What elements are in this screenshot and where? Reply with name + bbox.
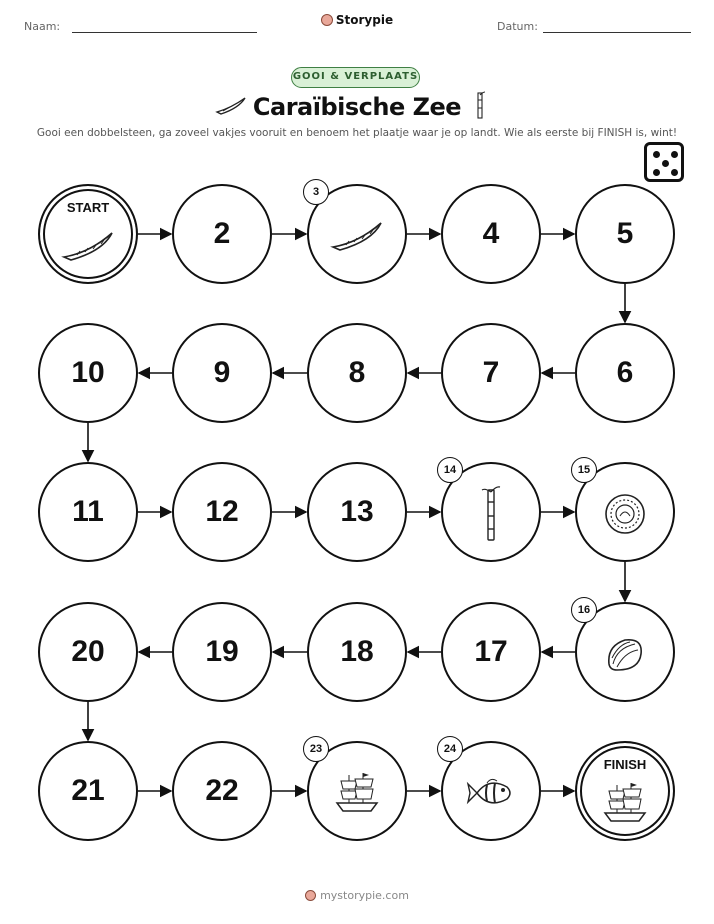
ship-icon bbox=[601, 781, 649, 830]
instructions: Gooi een dobbelsteen, ga zoveel vakjes vooruit en benoem het plaatje waar je op landt. Wie als eerste bij FINISH is, wint! bbox=[36, 127, 678, 139]
board-space-10[interactable] bbox=[38, 323, 138, 423]
board-space-18[interactable] bbox=[307, 602, 407, 702]
space-number: 12 bbox=[205, 495, 239, 528]
space-number: 20 bbox=[71, 635, 105, 668]
space-number-badge: 3 bbox=[303, 179, 329, 205]
mascot-icon bbox=[305, 890, 316, 901]
date-label: Datum: bbox=[497, 20, 538, 33]
space-number: 10 bbox=[71, 356, 105, 389]
page-title: Caraïbische Zee bbox=[252, 93, 462, 121]
board-space-21[interactable] bbox=[38, 741, 138, 841]
board-space-24[interactable] bbox=[441, 741, 541, 841]
space-number: 19 bbox=[205, 635, 239, 668]
canoe-icon bbox=[330, 219, 384, 258]
footer bbox=[0, 889, 714, 902]
start-space[interactable] bbox=[38, 184, 138, 284]
space-number: 22 bbox=[205, 774, 239, 807]
space-number-badge: 16 bbox=[571, 597, 597, 623]
space-number: 9 bbox=[213, 356, 231, 389]
start-label: START bbox=[66, 200, 110, 215]
space-number-badge: 23 bbox=[303, 736, 329, 762]
finish-label: FINISH bbox=[603, 757, 647, 772]
board-space-7[interactable] bbox=[441, 323, 541, 423]
fish-icon bbox=[465, 773, 517, 818]
finish-space[interactable] bbox=[575, 741, 675, 841]
board-space-9[interactable] bbox=[172, 323, 272, 423]
coin-icon bbox=[603, 492, 647, 541]
space-number: 13 bbox=[340, 495, 374, 528]
board-space-22[interactable] bbox=[172, 741, 272, 841]
space-number: 5 bbox=[616, 217, 634, 250]
board-space-6[interactable] bbox=[575, 323, 675, 423]
nutmeg-icon bbox=[603, 634, 647, 679]
board-space-13[interactable] bbox=[307, 462, 407, 562]
board-space-23[interactable] bbox=[307, 741, 407, 841]
board-space-5[interactable] bbox=[575, 184, 675, 284]
space-number-badge: 24 bbox=[437, 736, 463, 762]
board-space-3[interactable] bbox=[307, 184, 407, 284]
space-number: 18 bbox=[340, 635, 374, 668]
board-space-2[interactable] bbox=[172, 184, 272, 284]
sugarcane-icon bbox=[479, 486, 503, 547]
space-number: 6 bbox=[616, 356, 634, 389]
board-space-4[interactable] bbox=[441, 184, 541, 284]
board-space-8[interactable] bbox=[307, 323, 407, 423]
board-space-16[interactable] bbox=[575, 602, 675, 702]
space-number-badge: 15 bbox=[571, 457, 597, 483]
board-space-17[interactable] bbox=[441, 602, 541, 702]
ship-icon bbox=[333, 771, 381, 820]
space-number: 7 bbox=[482, 356, 500, 389]
space-number: 17 bbox=[474, 635, 508, 668]
board-space-20[interactable] bbox=[38, 602, 138, 702]
board-space-19[interactable] bbox=[172, 602, 272, 702]
space-number: 11 bbox=[72, 495, 104, 528]
board-space-12[interactable] bbox=[172, 462, 272, 562]
game-type-badge: GOOI & VERPLAATS bbox=[291, 67, 420, 88]
space-number: 2 bbox=[213, 217, 231, 250]
canoe-icon bbox=[61, 229, 115, 268]
board-space-11[interactable] bbox=[38, 462, 138, 562]
space-number-badge: 14 bbox=[437, 457, 463, 483]
brand-name: Storypie bbox=[335, 13, 394, 27]
board-space-15[interactable] bbox=[575, 462, 675, 562]
footer-url: mystorypie.com bbox=[320, 889, 409, 902]
space-number: 8 bbox=[348, 356, 366, 389]
space-number: 4 bbox=[482, 217, 500, 250]
space-number: 21 bbox=[71, 774, 105, 807]
board-space-14[interactable] bbox=[441, 462, 541, 562]
name-label: Naam: bbox=[24, 20, 61, 33]
